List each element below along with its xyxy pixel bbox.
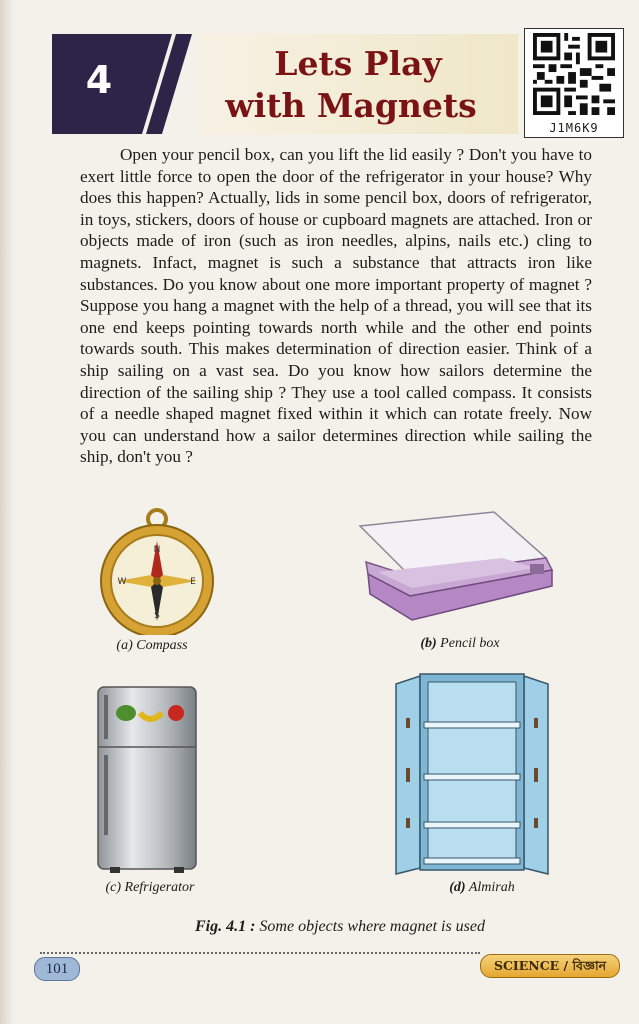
page-binding-shadow: [0, 0, 14, 1024]
qr-code-icon: [533, 33, 615, 115]
compass-letter-s: S: [154, 611, 160, 621]
compass-letter-w: W: [117, 577, 127, 587]
caption-almirah-letter: (d): [449, 880, 466, 895]
caption-almirah-label: Almirah: [468, 880, 515, 895]
caption-almirah: [402, 880, 562, 896]
qr-code-text: J1M6K9: [549, 121, 599, 135]
compass-illustration: [92, 505, 222, 635]
chapter-number-block: [52, 34, 202, 134]
figure-caption-text: Some objects where magnet is used: [259, 918, 486, 935]
footer-dotted-rule: [40, 952, 480, 954]
caption-pencil-box: [380, 636, 540, 652]
compass-letter-n: N: [153, 545, 161, 555]
caption-refrigerator-letter: (c): [105, 880, 122, 895]
caption-pencil-box-letter: (b): [420, 636, 437, 651]
caption-compass: [72, 638, 232, 654]
figure-caption: [160, 918, 520, 936]
chapter-number: 4: [85, 58, 113, 102]
qr-code-box[interactable]: [524, 28, 624, 138]
caption-refrigerator-label: Refrigerator: [124, 880, 195, 895]
chapter-title-line-1: Lets Play: [274, 44, 442, 83]
caption-compass-letter: (a): [116, 638, 133, 653]
caption-pencil-box-label: Pencil box: [440, 636, 500, 651]
figure-caption-label: Fig. 4.1 :: [194, 918, 256, 935]
almirah-illustration: [392, 668, 552, 878]
pencil-box-illustration: [352, 510, 562, 630]
caption-refrigerator: [70, 880, 230, 896]
chapter-intro-paragraph: Open your pencil box, can you lift the lid easily ? Don't you have to exert little force to open the door of the refrigerator in your house? Why does this happen? Actually, lids in some pencil box, doors of refrigerator, in toys, stickers, doors of house or cupboard magnets are attached. Iron or objects made of iron (such as iron needles, alpins, nails etc.) cling to magnets. Infact, magnet is such a substance that attracts iron like substances. Do you know about one more important property of magnet ? Suppose you hang a magnet with the help of a thread, you will see that its one end keeps pointing towards north while and the other end points towards south. This makes determination of direction easier. Think of a ship sailing on a vast sea. Do you know how sailors determine the direction of the sailing ship ? They use a tool called compass. It consists of a needle shaped magnet fixed within it which can rotate freely. Now you can understand how a sailor determines direction while sailing the ship, don't you ?: [80, 145, 592, 467]
refrigerator-illustration: [94, 685, 204, 875]
caption-compass-label: Compass: [136, 638, 188, 653]
compass-letter-e: E: [190, 577, 196, 587]
chapter-title-line-2: with Magnets: [225, 86, 477, 125]
subject-badge: SCIENCE / বিজ্ঞান: [480, 954, 620, 978]
page-number: 101: [34, 957, 80, 981]
